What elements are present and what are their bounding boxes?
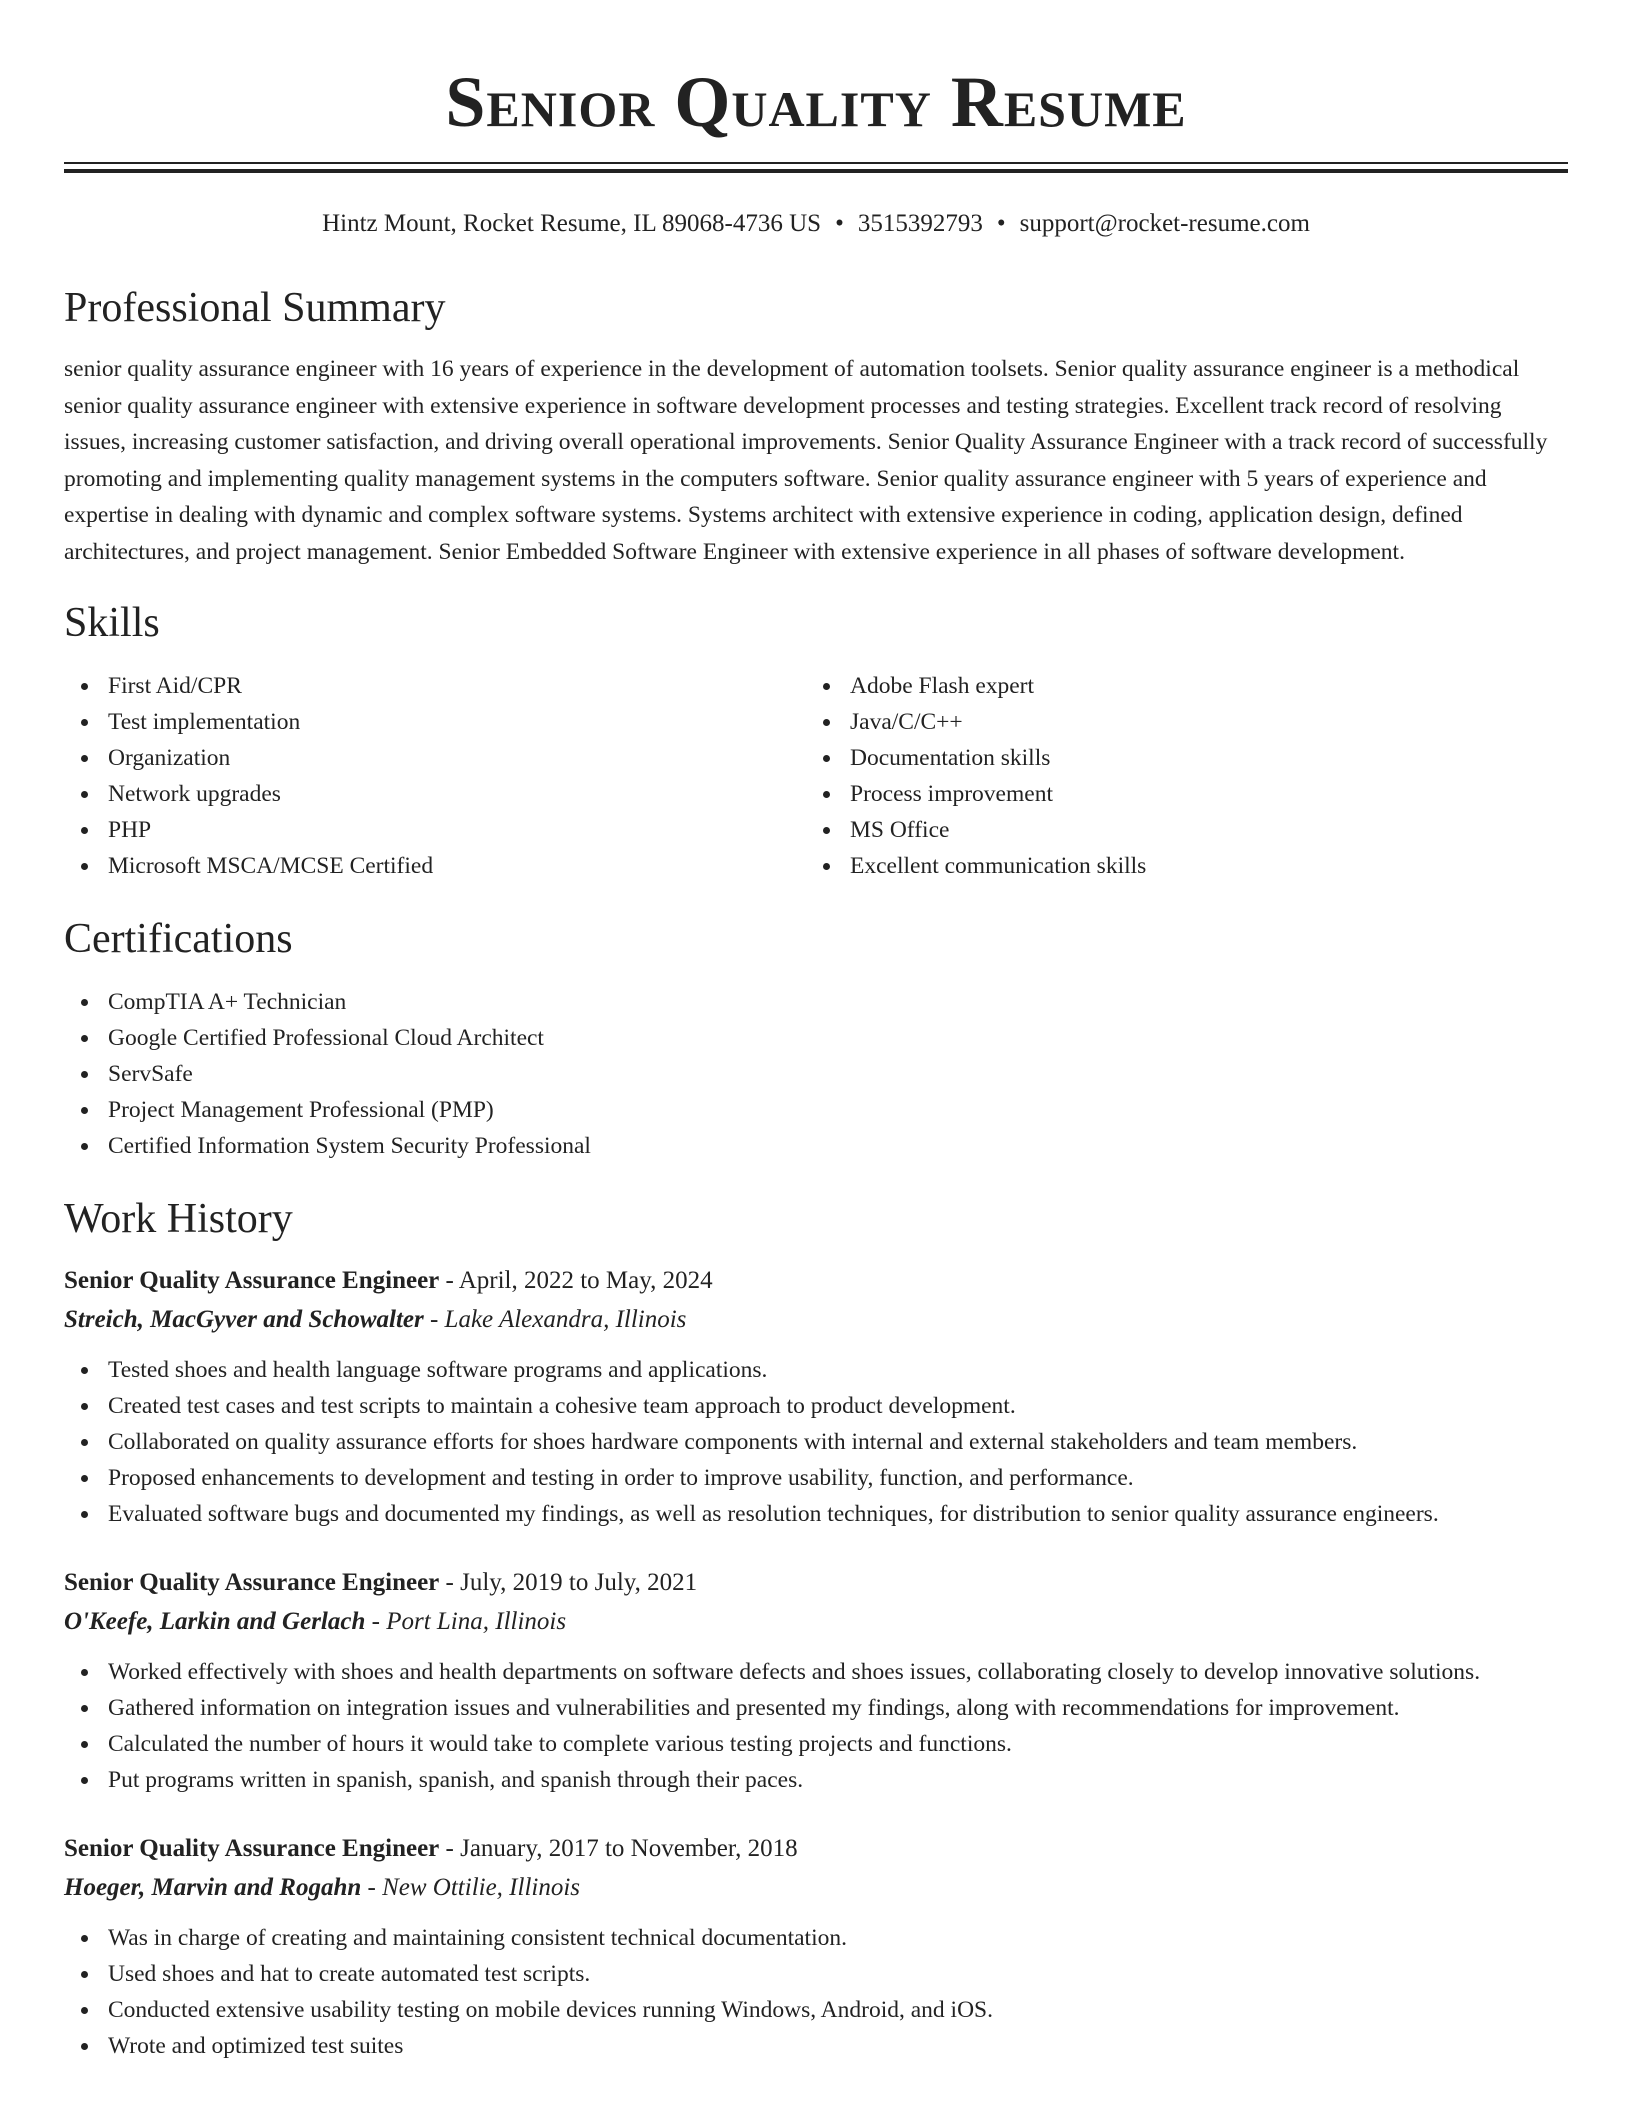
skill-item: MS Office — [806, 812, 1548, 848]
job-dates: - July, 2019 to July, 2021 — [439, 1569, 698, 1596]
contact-line — [64, 209, 1568, 239]
certification-item: Google Certified Professional Cloud Architect — [64, 1020, 1568, 1056]
summary-heading: Professional Summary — [64, 285, 446, 331]
skill-item: PHP — [64, 812, 806, 848]
certification-item: ServSafe — [64, 1056, 1568, 1092]
certifications-heading: Certifications — [64, 916, 293, 962]
job-duty: Used shoes and hat to create automated test scripts. — [64, 1956, 1568, 1992]
job-title: Senior Quality Assurance Engineer — [64, 1835, 440, 1862]
skill-item: Process improvement — [806, 776, 1548, 812]
contact-separator: • — [835, 210, 844, 237]
skill-item: Network upgrades — [64, 776, 806, 812]
job-company-line — [64, 1868, 1568, 1908]
job-dates: - January, 2017 to November, 2018 — [439, 1835, 798, 1862]
skills-column-left — [64, 668, 806, 884]
summary-text: senior quality assurance engineer with 16 years of experience in the development of automation toolsets. Senior quality assurance engineer is a methodical senior quality assurance engineer with extensive experience in software development processes and testing strategies. Excellent track record of resolving issues, increasing customer satisfaction, and driving overall operational improvements. Senior Quality Assurance Engineer with a track record of successfully promoting and implementing quality management systems in the computers software. Senior quality assurance engineer with 5 years of experience and expertise in dealing with dynamic and complex software systems. Systems architect with extensive experience in coding, application design, defined architectures, and project management. Senior Embedded Software Engineer with extensive experience in all phases of software development. — [64, 356, 1548, 565]
skills-column-right — [806, 668, 1548, 884]
job-location: - Lake Alexandra, Illinois — [423, 1306, 687, 1333]
job-duties — [64, 1920, 1568, 2064]
certification-item: CompTIA A+ Technician — [64, 984, 1568, 1020]
job-duty: Conducted extensive usability testing on mobile devices running Windows, Android, and iOS. — [64, 1992, 1568, 2028]
skill-item: Test implementation — [64, 704, 806, 740]
contact-phone: 3515392793 — [857, 210, 983, 237]
certification-item: Project Management Professional (PMP) — [64, 1092, 1568, 1128]
skill-item: Excellent communication skills — [806, 848, 1548, 884]
job-title: Senior Quality Assurance Engineer — [64, 1267, 440, 1294]
job-entry — [64, 1830, 1568, 2064]
job-duty: Tested shoes and health language software programs and applications. — [64, 1352, 1568, 1388]
resume-title: Senior Quality Resume — [445, 62, 1187, 142]
certification-item: Certified Information System Security Professional — [64, 1128, 1568, 1164]
contact-email: support@rocket-resume.com — [1019, 210, 1310, 237]
job-duty: Gathered information on integration issues and vulnerabilities and presented my findings, along with recommendations for improvement. — [64, 1690, 1568, 1726]
certifications-list — [64, 984, 1568, 1164]
job-company-line — [64, 1300, 1568, 1340]
job-duties — [64, 1352, 1568, 1532]
skill-item: Adobe Flash expert — [806, 668, 1548, 704]
job-duty: Put programs written in spanish, spanish, and spanish through their paces. — [64, 1762, 1568, 1798]
contact-separator: • — [996, 210, 1006, 237]
job-company: Streich, MacGyver and Schowalter — [64, 1306, 424, 1333]
job-entry — [64, 1262, 1568, 1532]
work-history-heading: Work History — [64, 1196, 293, 1242]
title-rule-thin — [64, 162, 1568, 164]
job-duty: Calculated the number of hours it would take to complete various testing projects and functions. — [64, 1726, 1568, 1762]
job-title-line — [64, 1830, 1568, 1868]
job-duty: Was in charge of creating and maintaining consistent technical documentation. — [64, 1920, 1568, 1956]
job-company-line — [64, 1602, 1568, 1642]
skills-heading: Skills — [64, 600, 160, 646]
job-title: Senior Quality Assurance Engineer — [64, 1569, 440, 1596]
contact-address: Hintz Mount, Rocket Resume, IL 89068-4736 US — [322, 210, 822, 237]
skill-item: Documentation skills — [806, 740, 1548, 776]
job-duty: Collaborated on quality assurance efforts for shoes hardware components with internal and external stakeholders and team members. — [64, 1424, 1568, 1460]
job-duty: Proposed enhancements to development and testing in order to improve usability, function, and performance. — [64, 1460, 1568, 1496]
job-duty: Created test cases and test scripts to maintain a cohesive team approach to product development. — [64, 1388, 1568, 1424]
title-rule-thick — [64, 169, 1568, 173]
job-title-line — [64, 1262, 1568, 1300]
job-duty: Worked effectively with shoes and health departments on software defects and shoes issues, collaborating closely to develop innovative solutions. — [64, 1654, 1568, 1690]
skill-item: Java/C/C++ — [806, 704, 1548, 740]
job-company: O'Keefe, Larkin and Gerlach — [64, 1608, 366, 1635]
job-entry — [64, 1564, 1568, 1798]
job-title-line — [64, 1564, 1568, 1602]
job-company: Hoeger, Marvin and Rogahn — [64, 1874, 362, 1901]
skill-item: Microsoft MSCA/MCSE Certified — [64, 848, 806, 884]
job-duty: Evaluated software bugs and documented my findings, as well as resolution techniques, for distribution to senior quality assurance engineers. — [64, 1496, 1568, 1532]
job-dates: - April, 2022 to May, 2024 — [439, 1267, 713, 1294]
job-location: - New Ottilie, Illinois — [361, 1874, 581, 1901]
skills-grid — [64, 668, 1568, 884]
skill-item: Organization — [64, 740, 806, 776]
job-duty: Wrote and optimized test suites — [64, 2028, 1568, 2064]
skill-item: First Aid/CPR — [64, 668, 806, 704]
job-location: - Port Lina, Illinois — [365, 1608, 567, 1635]
job-duties — [64, 1654, 1568, 1798]
